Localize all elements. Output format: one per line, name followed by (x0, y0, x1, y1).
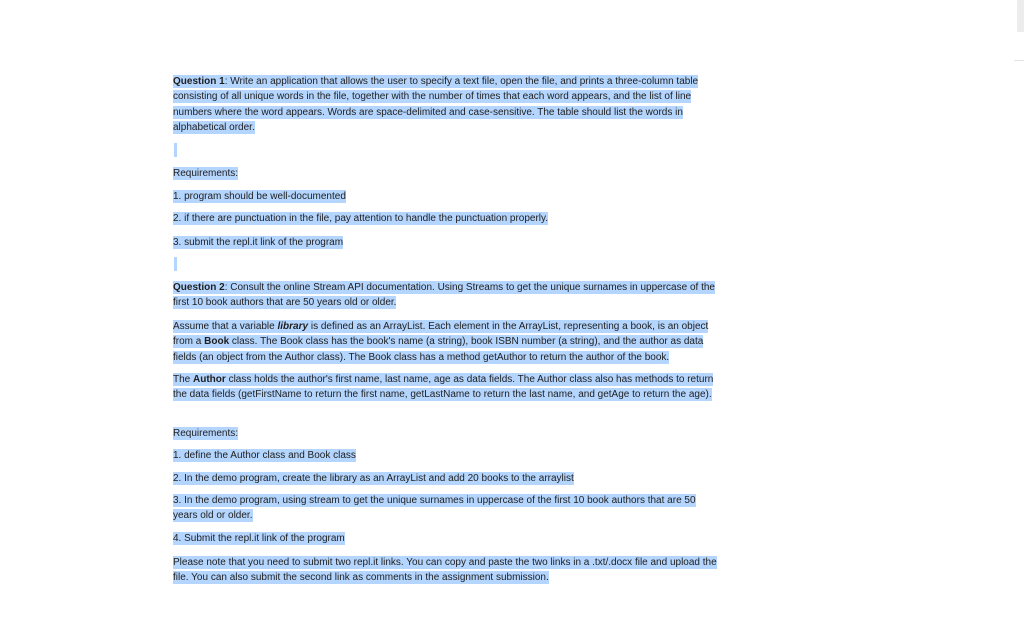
author-class-name: Author (193, 374, 226, 385)
requirement-1-item: 1. program should be well-documented (173, 191, 346, 202)
empty-line-selection (174, 257, 177, 271)
vertical-scrollbar[interactable] (1014, 0, 1024, 640)
requirement-2-item: 4. Submit the repl.it link of the program (173, 533, 345, 544)
requirement-1-item: 2. if there are punctuation in the file, pay attention to handle the punctuation properly. (173, 213, 549, 224)
submission-note: Please note that you need to submit two repl.it links. You can copy and paste the two links in a .txt/.docx file and upload the file. You can also submit the second link as comments in the assignment submission. (173, 557, 717, 584)
question-1-label: Question 1 (173, 76, 225, 87)
empty-line-selection (174, 143, 177, 157)
requirement-1-item: 3. submit the repl.it link of the program (173, 237, 344, 248)
requirement-2-item: 1. define the Author class and Book class (173, 450, 356, 461)
scrollbar-thumb[interactable] (1017, 0, 1024, 32)
assume-paragraph: Assume that a variable library is defined as an ArrayList. Each element in the ArrayList, representing a book, is an object from a Book class. The Book class has the book's name (a string), book ISBN number (a string), and the author as data fields (an object from the Author class). The Book class has a method getAuthor to return the author of the book. (173, 321, 709, 363)
requirements-2-heading: Requirements: (173, 428, 239, 439)
scrollbar-divider (1014, 60, 1024, 61)
question-2-text: : Consult the online Stream API documentation. Using Streams to get the unique surnames in uppercase of the first 10 book authors that are 50 years old or older. (173, 282, 715, 309)
author-paragraph: The Author class holds the author's first name, last name, age as data fields. The Author class also has methods to return the data fields (getFirstName to return the first name, getLastName to return the last name, and getAge to return the age). (173, 374, 714, 401)
library-variable: library (277, 321, 309, 332)
question-1-paragraph (173, 74, 718, 136)
question-2-paragraph (173, 280, 718, 311)
book-class-name: Book (204, 336, 230, 348)
requirement-2-item: 2. In the demo program, create the library as an ArrayList and add 20 books to the arraylist (173, 473, 574, 484)
question-2-label: Question 2 (173, 282, 225, 293)
requirements-1-heading: Requirements: (173, 168, 239, 179)
question-1-text: : Write an application that allows the user to specify a text file, open the file, and prints a three-column table consisting of all unique words in the file, together with the number of times that each word appears, and the list of line numbers where the word appears. Words are space-delimited and case-sensitive. The table should list the words in alphabetical order. (173, 76, 699, 134)
requirement-2-item: 3. In the demo program, using stream to get the unique surnames in uppercase of the first 10 book authors that are 50 years old or older. (173, 495, 696, 522)
